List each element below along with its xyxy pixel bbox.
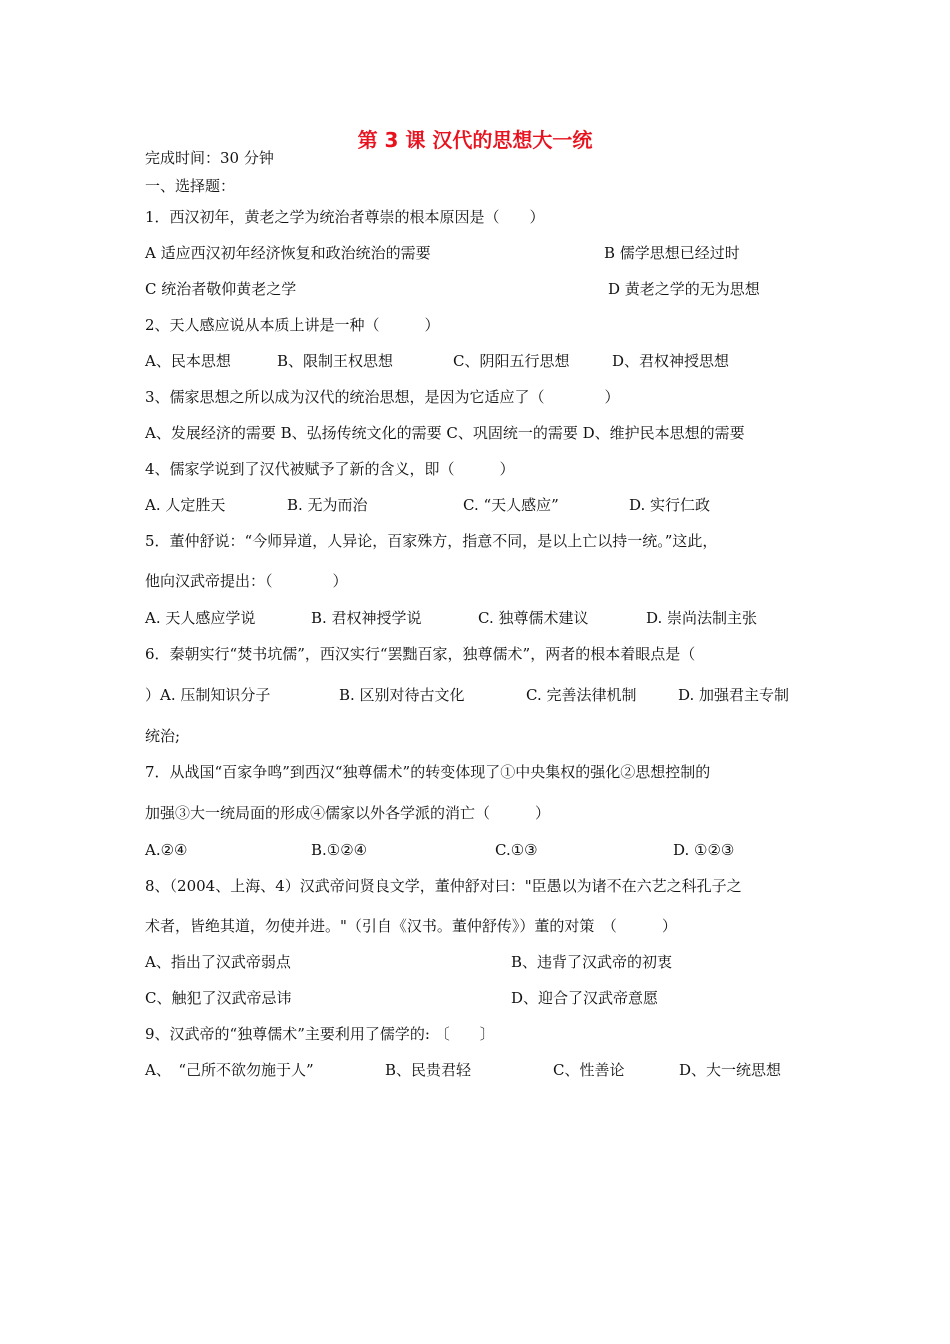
question-8-option-b: B、违背了汉武帝的初衷 <box>511 953 673 971</box>
question-5-option-a: A. 天人感应学说 <box>145 609 256 627</box>
question-3-options: A、发展经济的需要 B、弘扬传统文化的需要 C、巩固统一的需要 D、维护民本思想的需要 <box>145 424 745 442</box>
question-7-option-c: C.①③ <box>495 841 538 859</box>
section-heading: 一、选择题： <box>145 177 236 195</box>
question-1-stem: 1．西汉初年，黄老之学为统治者尊崇的根本原因是（ ） <box>145 208 545 226</box>
question-1-option-b: B 儒学思想已经过时 <box>604 244 740 262</box>
lesson-title: 第 3 课 汉代的思想大一统 <box>357 128 593 152</box>
question-2-option-a: A、民本思想 <box>145 352 231 370</box>
question-2-option-b: B、限制王权思想 <box>277 352 394 370</box>
question-8-option-a: A、指出了汉武帝弱点 <box>145 953 291 971</box>
question-8-stem-line-2: 术者，皆绝其道，勿使并进。"（引自《汉书。董仲舒传》）董的对策 （ ） <box>145 917 677 935</box>
question-6-option-c: C. 完善法律机制 <box>526 686 637 704</box>
question-5-option-d: D. 崇尚法制主张 <box>646 609 758 627</box>
question-7-option-d: D. ①②③ <box>673 841 735 859</box>
question-2-option-c: C、阴阳五行思想 <box>453 352 570 370</box>
question-1-option-a: A 适应西汉初年经济恢复和政治统治的需要 <box>145 244 431 262</box>
question-9-option-a: A、 “己所不欲勿施于人” <box>145 1061 314 1079</box>
question-4-option-d: D. 实行仁政 <box>629 496 711 514</box>
question-7-option-a: A.②④ <box>145 841 188 859</box>
question-4-option-b: B. 无为而治 <box>287 496 368 514</box>
question-7-stem-line-2: 加强③大一统局面的形成④儒家以外各学派的消亡（ ） <box>145 804 551 822</box>
question-2-stem: 2、天人感应说从本质上讲是一种（ ） <box>145 316 440 334</box>
question-9-option-b: B、民贵君轻 <box>385 1061 472 1079</box>
question-4-option-c: C. “天人感应” <box>463 496 559 514</box>
question-9-option-c: C、性善论 <box>553 1061 625 1079</box>
question-6-stem: 6．秦朝实行“焚书坑儒”，西汉实行“罢黜百家，独尊儒术”，两者的根本着眼点是（ <box>145 645 696 663</box>
question-9-option-d: D、大一统思想 <box>679 1061 782 1079</box>
question-8-stem-line-1: 8、（2004、上海、4）汉武帝问贤良文学，董仲舒对曰："臣愚以为诸不在六艺之科孔子之 <box>145 877 742 895</box>
question-7-option-b: B.①②④ <box>311 841 368 859</box>
question-6-option-a: ）A. 压制知识分子 <box>145 686 271 704</box>
question-5-option-b: B. 君权神授学说 <box>311 609 422 627</box>
question-8-option-c: C、触犯了汉武帝忌讳 <box>145 989 292 1007</box>
question-4-option-a: A. 人定胜天 <box>145 496 226 514</box>
completion-time: 完成时间：30 分钟 <box>145 149 274 167</box>
question-1-option-d: D 黄老之学的无为思想 <box>608 280 760 298</box>
question-7-stem-line-1: 7．从战国“百家争鸣”到西汉“独尊儒术”的转变体现了①中央集权的强化②思想控制的 <box>145 763 711 781</box>
question-6-option-b: B. 区别对待古文化 <box>339 686 465 704</box>
question-5-stem-line-2: 他向汉武帝提出：（ ） <box>145 572 348 590</box>
question-3-stem: 3、儒家思想之所以成为汉代的统治思想，是因为它适应了（ ） <box>145 388 620 406</box>
question-2-option-d: D、君权神授思想 <box>612 352 730 370</box>
question-6-option-d: D. 加强君主专制 <box>678 686 790 704</box>
question-8-option-d: D、迎合了汉武帝意愿 <box>511 989 659 1007</box>
question-4-stem: 4、儒家学说到了汉代被赋予了新的含义，即（ ） <box>145 460 515 478</box>
question-1-option-c: C 统治者敬仰黄老之学 <box>145 280 297 298</box>
question-9-stem: 9、汉武帝的“独尊儒术”主要利用了儒学的: 〔 〕 <box>145 1025 495 1043</box>
question-5-stem-line-1: 5．董仲舒说：“今师异道，人异论，百家殊方，指意不同，是以上亡以持一统。”这此， <box>145 532 718 550</box>
question-6-continuation: 统治; <box>145 727 181 745</box>
question-5-option-c: C. 独尊儒术建议 <box>478 609 589 627</box>
